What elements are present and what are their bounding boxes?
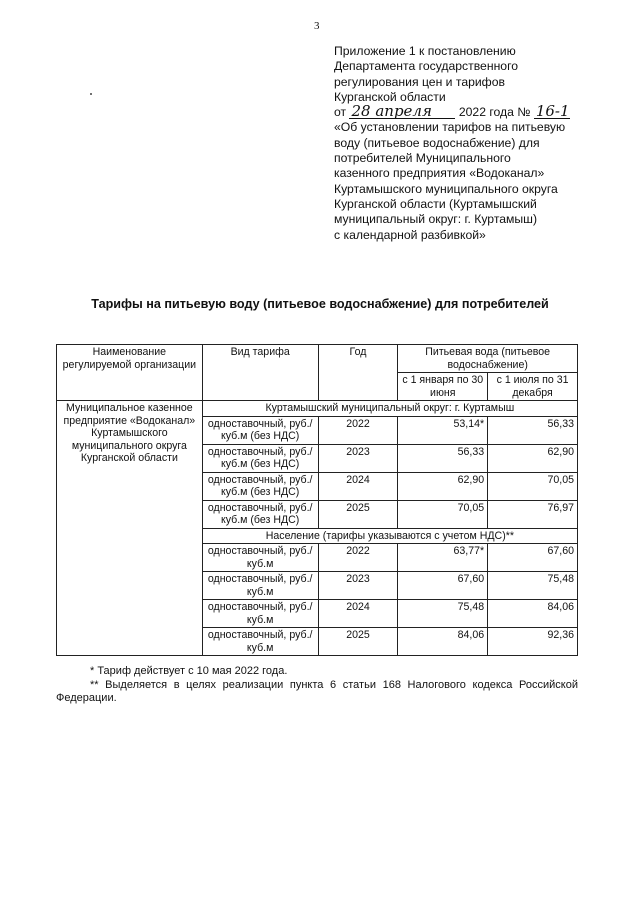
tariff-value-cell: 62,90 — [398, 472, 488, 500]
header-row — [57, 345, 578, 373]
subject-line: Курганской области (Куртамышский — [334, 196, 537, 211]
tariff-type-cell: одноставочный, руб./куб.м (без НДС) — [202, 444, 318, 472]
organization-name: Муниципальное казенное предприятие «Водоканал» Куртамышского муниципального округа Курганской области — [57, 401, 203, 656]
header-tariff-type: Вид тарифа — [202, 345, 318, 401]
appendix-line: Департамента государственного — [334, 59, 519, 74]
year-cell: 2022 — [318, 544, 398, 572]
year-cell: 2025 — [318, 628, 398, 656]
tariff-type-cell: одноставочный, руб./куб.м — [202, 572, 318, 600]
header-year: Год — [318, 345, 398, 401]
subject-line: Куртамышского муниципального округа — [334, 181, 558, 196]
year-cell: 2023 — [318, 572, 398, 600]
tariff-table — [56, 344, 578, 656]
tariff-type-cell: одноставочный, руб./куб.м — [202, 628, 318, 656]
header-period-first-half: с 1 января по 30 июня — [398, 373, 488, 401]
date-prefix: от — [334, 105, 347, 120]
section-label: Куртамышский муниципальный округ: г. Куртамыш — [202, 401, 577, 417]
subject-line: казенного предприятия «Водоканал» — [334, 166, 545, 181]
tariff-type-cell: одноставочный, руб./куб.м (без НДС) — [202, 472, 318, 500]
tariff-type-cell: одноставочный, руб./куб.м (без НДС) — [202, 416, 318, 444]
tariff-value-cell: 84,06 — [398, 628, 488, 656]
header-organization: Наименование регулируемой организации — [57, 345, 203, 401]
date-year: 2022 года № — [458, 105, 531, 120]
tariff-value-cell: 75,48 — [398, 600, 488, 628]
header-period-second-half: с 1 июля по 31 декабря — [488, 373, 578, 401]
appendix-line: Курганской области — [334, 89, 446, 104]
tariff-value-cell: 67,60 — [488, 544, 578, 572]
section-row — [57, 401, 578, 417]
tariff-type-cell: одноставочный, руб./куб.м — [202, 544, 318, 572]
tariff-value-cell: 75,48 — [488, 572, 578, 600]
footnotes — [56, 665, 578, 706]
subject-line: потребителей Муниципального — [334, 151, 511, 166]
header-drinking-water: Питьевая вода (питьевое водоснабжение) — [398, 345, 578, 373]
subject-line: муниципальный округ: г. Куртамыш) — [334, 212, 538, 227]
year-cell: 2024 — [318, 600, 398, 628]
appendix-line: Приложение 1 к постановлению — [334, 44, 516, 58]
year-cell: 2022 — [318, 416, 398, 444]
section-label: Население (тарифы указываются с учетом НДС)** — [202, 528, 577, 544]
appendix-line: регулирования цен и тарифов — [334, 74, 505, 89]
appendix-header — [334, 44, 624, 243]
year-cell: 2023 — [318, 444, 398, 472]
tariff-value-cell: 92,36 — [488, 628, 578, 656]
document-title: Тарифы на питьевую воду (питьевое водоснабжение) для потребителей — [91, 297, 549, 311]
page-number: 3 — [314, 20, 320, 32]
scan-dot — [90, 93, 92, 95]
tariff-type-cell: одноставочный, руб./куб.м — [202, 600, 318, 628]
subject-line: с календарной разбивкой» — [334, 227, 486, 242]
tariff-value-cell: 76,97 — [488, 500, 578, 528]
tariff-value-cell: 84,06 — [488, 600, 578, 628]
tariff-value-cell: 62,90 — [488, 444, 578, 472]
tariff-type-cell: одноставочный, руб./куб.м (без НДС) — [202, 500, 318, 528]
handwritten-number: 16-1 — [535, 102, 570, 121]
tariff-value-cell: 53,14* — [398, 416, 488, 444]
decree-date-line — [334, 102, 624, 121]
tariff-value-cell: 67,60 — [398, 572, 488, 600]
tariff-value-cell: 70,05 — [398, 500, 488, 528]
footnote-1: * Тариф действует с 10 мая 2022 года. — [90, 665, 288, 677]
subject-line: «Об установлении тарифов на питьевую — [334, 120, 566, 135]
year-cell: 2024 — [318, 472, 398, 500]
tariff-value-cell: 70,05 — [488, 472, 578, 500]
subject-line: воду (питьевое водоснабжение) для — [334, 135, 540, 150]
tariff-value-cell: 63,77* — [398, 544, 488, 572]
handwritten-date: 28 апреля — [349, 105, 455, 119]
tariff-value-cell: 56,33 — [398, 444, 488, 472]
footnote-2: ** Выделяется в целях реализации пункта 6 статьи 168 Налогового кодекса Российской Федерации. — [56, 678, 578, 704]
tariff-value-cell: 56,33 — [488, 416, 578, 444]
year-cell: 2025 — [318, 500, 398, 528]
